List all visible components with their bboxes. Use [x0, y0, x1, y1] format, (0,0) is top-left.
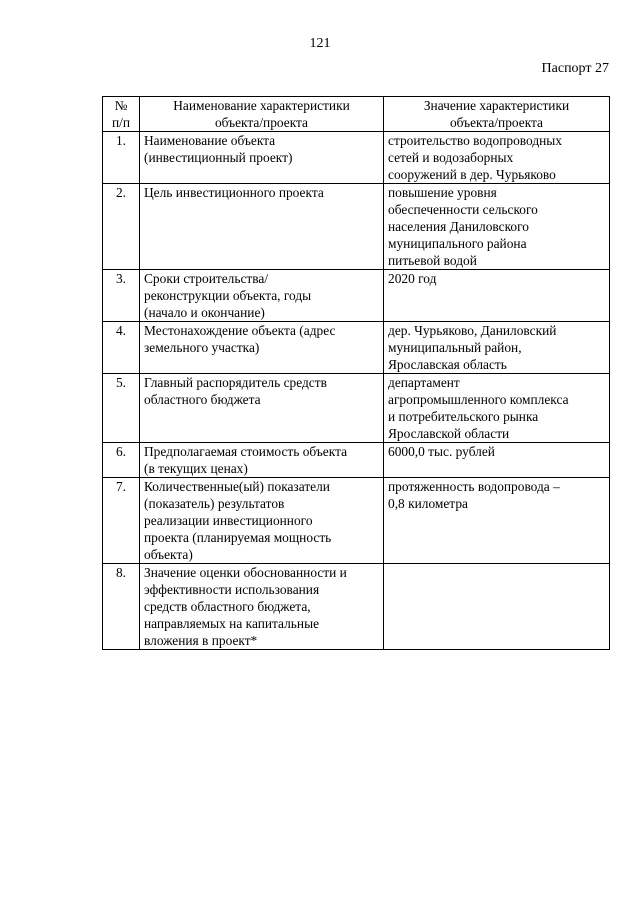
table-row [103, 270, 610, 322]
row-value: департамент агропромышленного комплекса и потребительского рынка Ярославской области [384, 374, 610, 443]
row-name: Цель инвестиционного проекта [140, 184, 384, 270]
row-value: 2020 год [384, 270, 610, 322]
row-value: протяженность водопровода – 0,8 километра [384, 478, 610, 564]
row-num: 3. [103, 270, 140, 322]
table-row [103, 478, 610, 564]
row-value: дер. Чурьяково, Даниловский муниципальный район, Ярославская область [384, 322, 610, 374]
row-value: повышение уровня обеспеченности сельского населения Даниловского муниципального района питьевой водой [384, 184, 610, 270]
page-number: 121 [309, 36, 331, 51]
table-row [103, 322, 610, 374]
row-num: 5. [103, 374, 140, 443]
row-num: 1. [103, 132, 140, 184]
row-name: Сроки строительства/ реконструкции объекта, годы (начало и окончание) [140, 270, 384, 322]
row-num: 2. [103, 184, 140, 270]
header-value: Значение характеристики объекта/проекта [384, 97, 610, 132]
row-name: Количественные(ый) показатели (показатель) результатов реализации инвестиционного проекта (планируемая мощность объекта) [140, 478, 384, 564]
table-header-row [103, 97, 610, 132]
row-name: Местонахождение объекта (адрес земельного участка) [140, 322, 384, 374]
row-num: 7. [103, 478, 140, 564]
row-name: Значение оценки обоснованности и эффективности использования средств областного бюджета, направляемых на капитальные вложения в проект* [140, 564, 384, 650]
header-num: № п/п [103, 97, 140, 132]
row-name: Наименование объекта (инвестиционный проект) [140, 132, 384, 184]
row-num: 4. [103, 322, 140, 374]
passport-label: Паспорт 27 [541, 61, 609, 76]
table-row [103, 443, 610, 478]
passport-table [102, 96, 610, 650]
table-row [103, 374, 610, 443]
row-name: Предполагаемая стоимость объекта (в текущих ценах) [140, 443, 384, 478]
table-row [103, 184, 610, 270]
table-row [103, 132, 610, 184]
row-num: 6. [103, 443, 140, 478]
table-row [103, 564, 610, 650]
row-name: Главный распорядитель средств областного бюджета [140, 374, 384, 443]
row-value: строительство водопроводных сетей и водозаборных сооружений в дер. Чурьяково [384, 132, 610, 184]
row-num: 8. [103, 564, 140, 650]
row-value: 6000,0 тыс. рублей [384, 443, 610, 478]
header-name: Наименование характеристики объекта/проекта [140, 97, 384, 132]
row-value [384, 564, 610, 650]
